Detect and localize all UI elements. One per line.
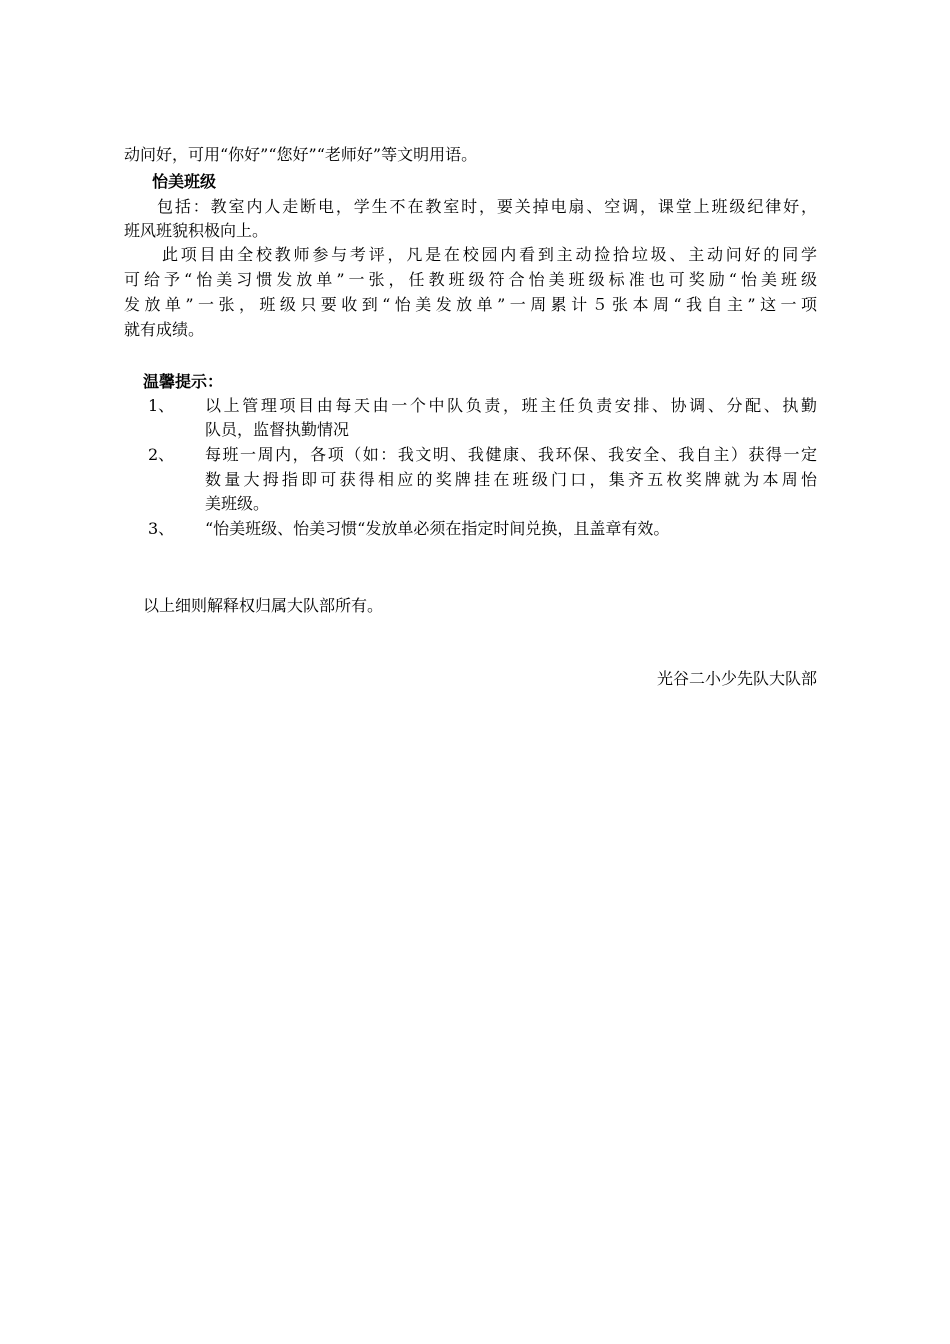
rule-line-2: 可给予“怡美习惯发放单”一张，任教班级符合怡美班级标准也可奖励“怡美班级	[124, 270, 817, 289]
rule-line-3: 发放单”一张，班级只要收到“怡美发放单”一周累计５张本周“我自主”这一项	[124, 295, 817, 314]
tip-line: 每班一周内，各项（如：我文明、我健康、我环保、我安全、我自主）获得一定	[205, 445, 817, 464]
rule-line-4: 就有成绩。	[124, 320, 205, 339]
rights-note: 以上细则解释权归属大队部所有。	[143, 596, 384, 615]
section-heading: 怡美班级	[152, 172, 217, 191]
tip-line: 队员，监督执勤情况	[205, 420, 350, 439]
signature: 光谷二小少先队大队部	[656, 669, 817, 688]
include-line-1: 包括：教室内人走断电，学生不在教室时，要关掉电扇、空调，课堂上班级纪律好，	[157, 197, 817, 216]
tip-line: 以上管理项目由每天由一个中队负责，班主任负责安排、协调、分配、执勤	[205, 396, 817, 415]
tip-line: 数量大拇指即可获得相应的奖牌挂在班级门口，集齐五枚奖牌就为本周怡	[205, 470, 817, 489]
tips-heading: 温馨提示：	[143, 372, 224, 391]
tip-number: 1、	[148, 396, 175, 415]
include-line-2: 班风班貌积极向上。	[124, 221, 269, 240]
tip-line: 美班级。	[205, 494, 270, 513]
paragraph-continuation: 动问好，可用“你好”“您好”“老师好”等文明用语。	[124, 145, 478, 164]
tip-number: 3、	[148, 519, 175, 538]
rule-line-1: 此项目由全校教师参与考评，凡是在校园内看到主动捡拾垃圾、主动问好的同学	[162, 245, 817, 264]
tip-line: “怡美班级、怡美习惯“发放单必须在指定时间兑换，且盖章有效。	[205, 519, 670, 538]
tip-number: 2、	[148, 445, 175, 464]
